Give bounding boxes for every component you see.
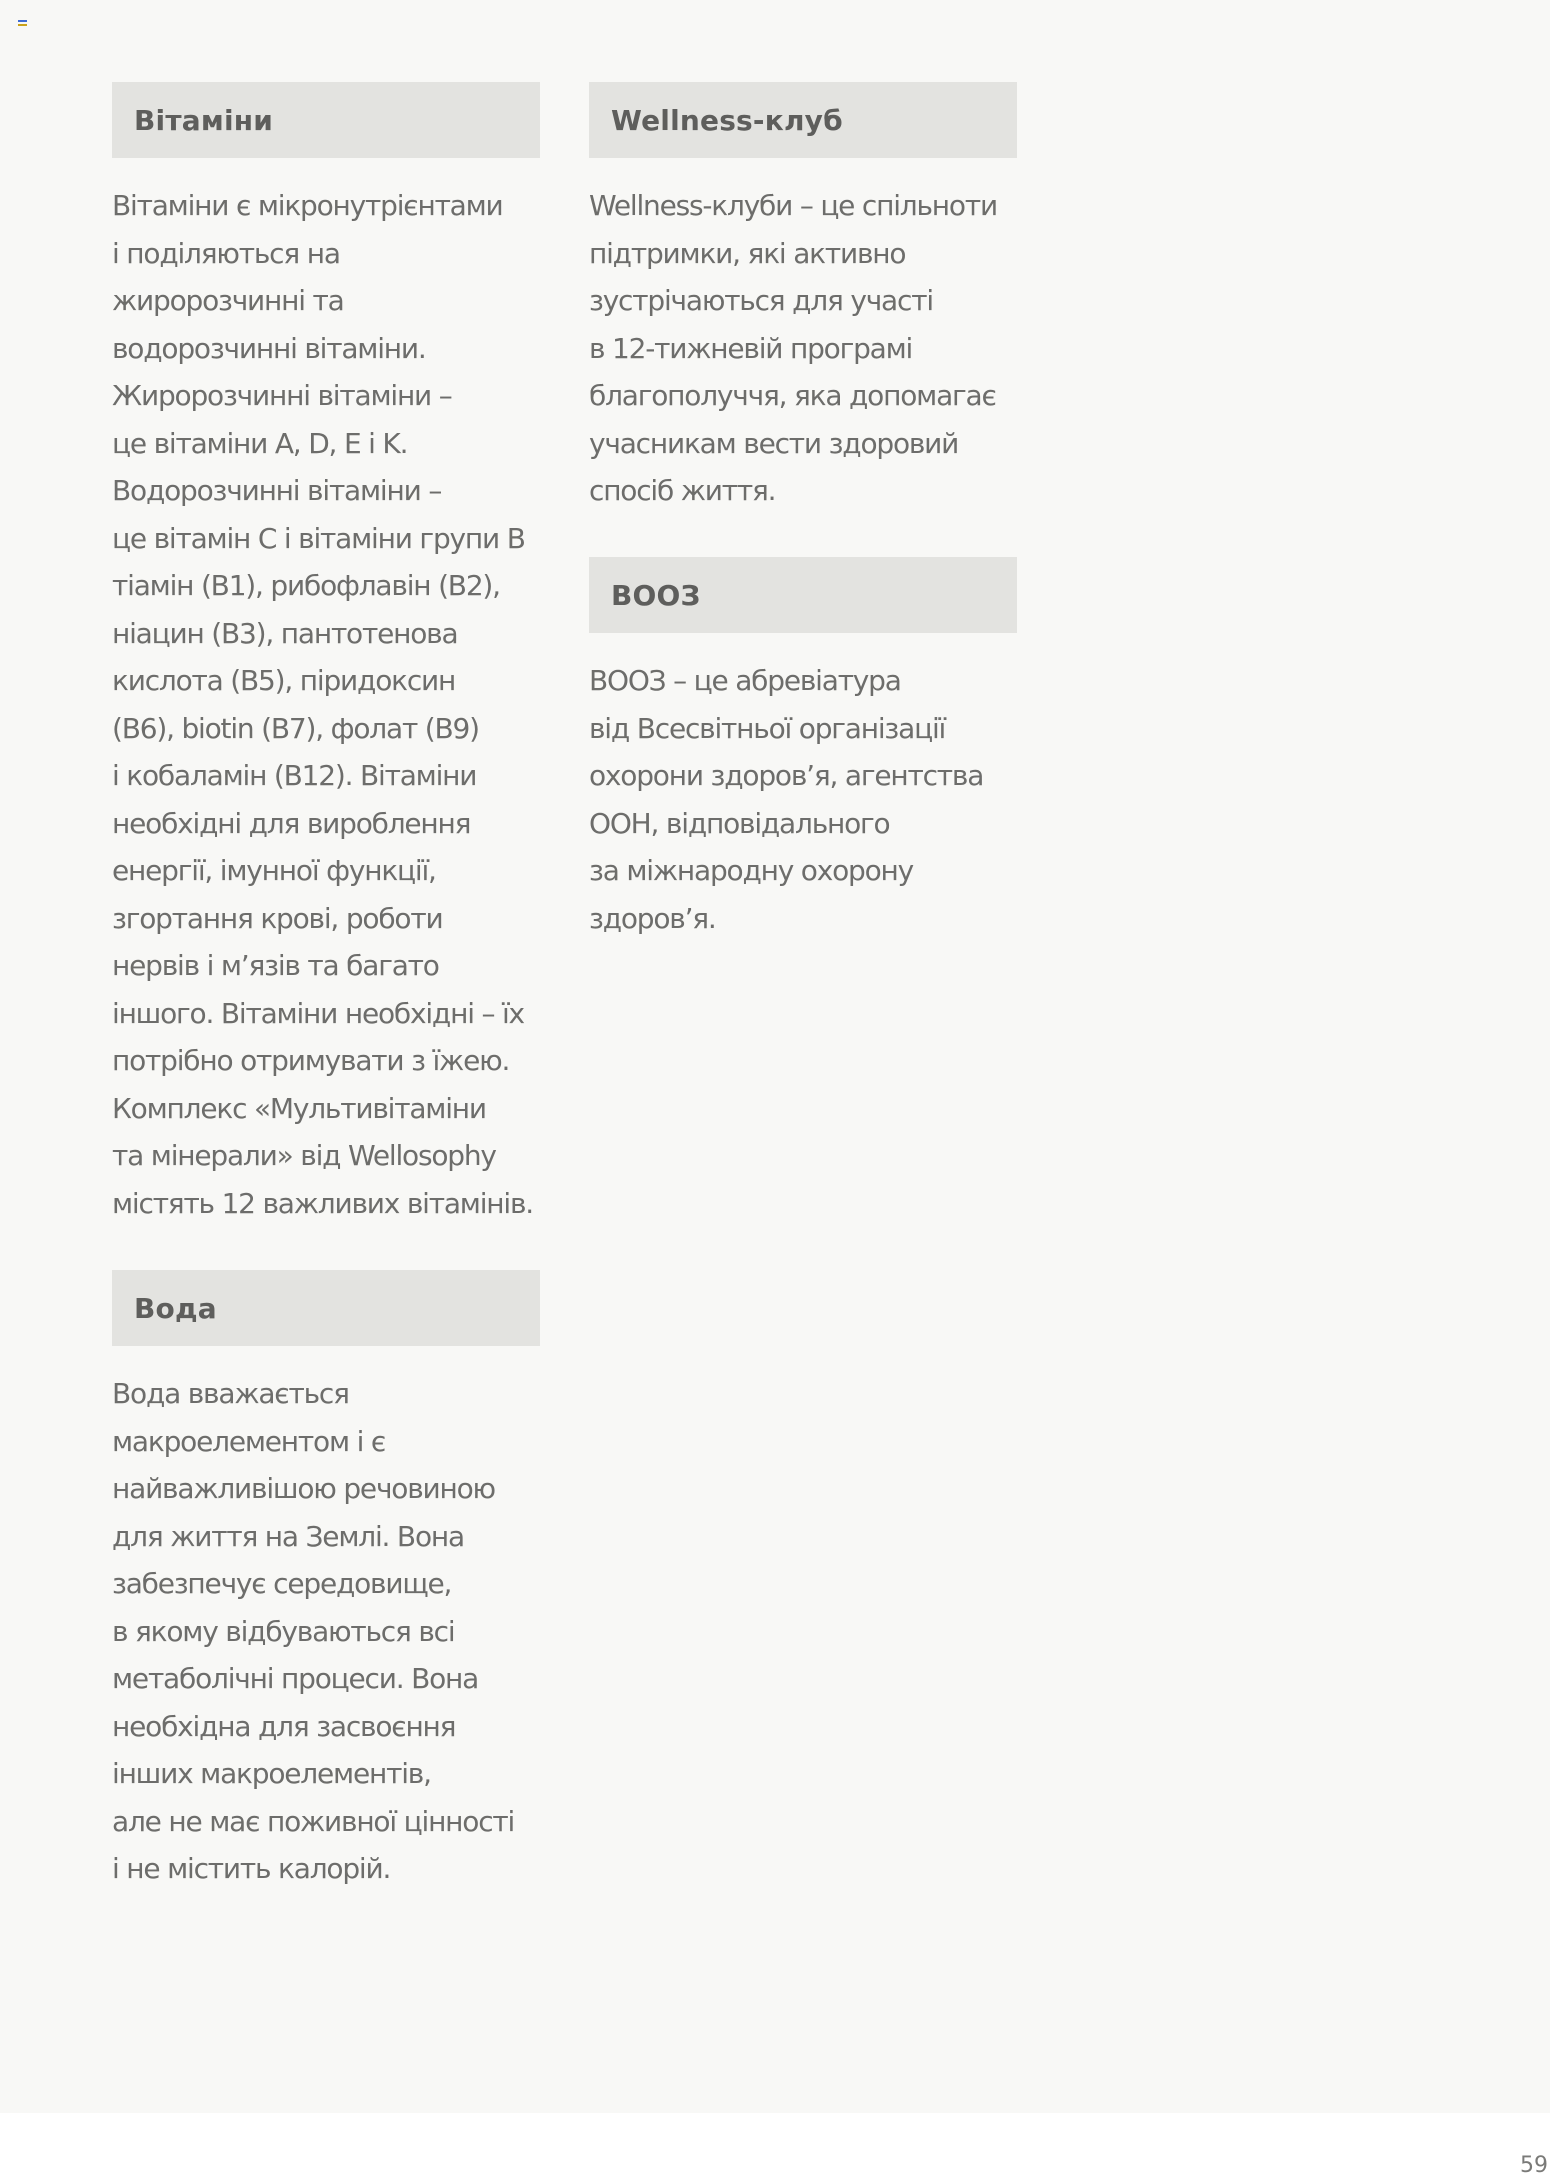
body-line: це вітаміни A, D, E і K.	[112, 426, 408, 460]
body-line: необхідні для вироблення	[112, 806, 471, 840]
body-line: для життя на Землі. Вона	[112, 1519, 464, 1553]
section-header	[112, 1270, 540, 1346]
body-line: в 12-тижневій програмі	[589, 331, 913, 365]
body-line: необхідна для засвоєння	[112, 1709, 456, 1743]
section-header	[589, 557, 1017, 633]
body-line: але не має поживної цінності	[112, 1804, 515, 1838]
body-line: охорони здоров’я, агентства	[589, 759, 984, 792]
body-line: здоров’я.	[589, 901, 716, 935]
body-line: і не містить калорій.	[112, 1852, 391, 1885]
body-line: підтримки, які активно	[589, 236, 906, 270]
body-line: Жиророзчинні вітаміни –	[112, 379, 452, 412]
body-line: Вода вважається	[112, 1377, 349, 1410]
body-line: благополуччя, яка допомагає	[589, 379, 996, 412]
body-line: Вітаміни є мікронутрієнтами	[112, 189, 503, 222]
body-line: водорозчинні вітаміни.	[112, 331, 426, 365]
body-line: і кобаламін (B12). Вітаміни	[112, 759, 477, 792]
body-line: кислота (B5), піридоксин	[112, 664, 456, 697]
section-title: Вода	[134, 1291, 217, 1325]
body-line: тіамін (B1), рибофлавін (B2),	[112, 569, 500, 602]
body-line: ніацин (B3), пантотенова	[112, 616, 458, 650]
section-title: Вітаміни	[134, 103, 274, 137]
body-line: в якому відбуваються всі	[112, 1614, 455, 1648]
body-line: іншого. Вітаміни необхідні – їх	[112, 996, 524, 1030]
body-line: метаболічні процеси. Вона	[112, 1662, 479, 1695]
body-line: Комплекс «Мультивітаміни	[112, 1091, 486, 1125]
page-number: 59	[1520, 2153, 1548, 2178]
body-line: спосіб життя.	[589, 474, 776, 507]
body-line: учасникам вести здоровий	[589, 426, 959, 460]
body-line: зустрічаються для участі	[589, 284, 933, 317]
section-vitamins	[112, 82, 540, 1227]
body-line: містять 12 важливих вітамінів.	[112, 1186, 533, 1220]
body-line: від Всесвітньої організації	[589, 711, 946, 745]
body-line: за міжнародну охорону	[589, 854, 913, 887]
section-body	[589, 657, 1017, 942]
section-body	[112, 1370, 540, 1893]
body-line: та мінерали» від Wellosophy	[112, 1139, 496, 1172]
body-line: (B6), biotin (B7), фолат (B9)	[112, 711, 479, 745]
body-line: і поділяються на	[112, 236, 340, 270]
body-line: енергії, імунної функції,	[112, 854, 436, 887]
body-line: потрібно отримувати з їжею.	[112, 1044, 510, 1077]
section-body	[112, 182, 540, 1227]
section-body	[589, 182, 1017, 515]
body-line: інших макроелементів,	[112, 1757, 431, 1790]
body-line: жиророзчинні та	[112, 284, 344, 317]
body-line: Wellness-клуби – це спільноти	[589, 189, 997, 222]
body-line: найважливішою речовиною	[112, 1472, 495, 1505]
section-water	[112, 1270, 540, 1893]
body-line: макроелементом і є	[112, 1424, 386, 1458]
section-header	[589, 82, 1017, 158]
body-line: забезпечує середовище,	[112, 1567, 452, 1600]
body-line: це вітамін C і вітаміни групи B	[112, 521, 525, 555]
body-line: ООН, відповідального	[589, 806, 890, 840]
section-who	[589, 557, 1017, 942]
body-line: ВООЗ – це абревіатура	[589, 664, 901, 697]
section-title: Wellness-клуб	[611, 103, 843, 137]
body-line: Водорозчинні вітаміни –	[112, 474, 442, 507]
body-line: нервів і м’язів та багато	[112, 949, 439, 982]
section-title: ВООЗ	[611, 578, 701, 612]
section-wellness-club	[589, 82, 1017, 515]
corner-mark-icon	[18, 20, 27, 27]
body-line: згортання крові, роботи	[112, 901, 443, 935]
section-header	[112, 82, 540, 158]
